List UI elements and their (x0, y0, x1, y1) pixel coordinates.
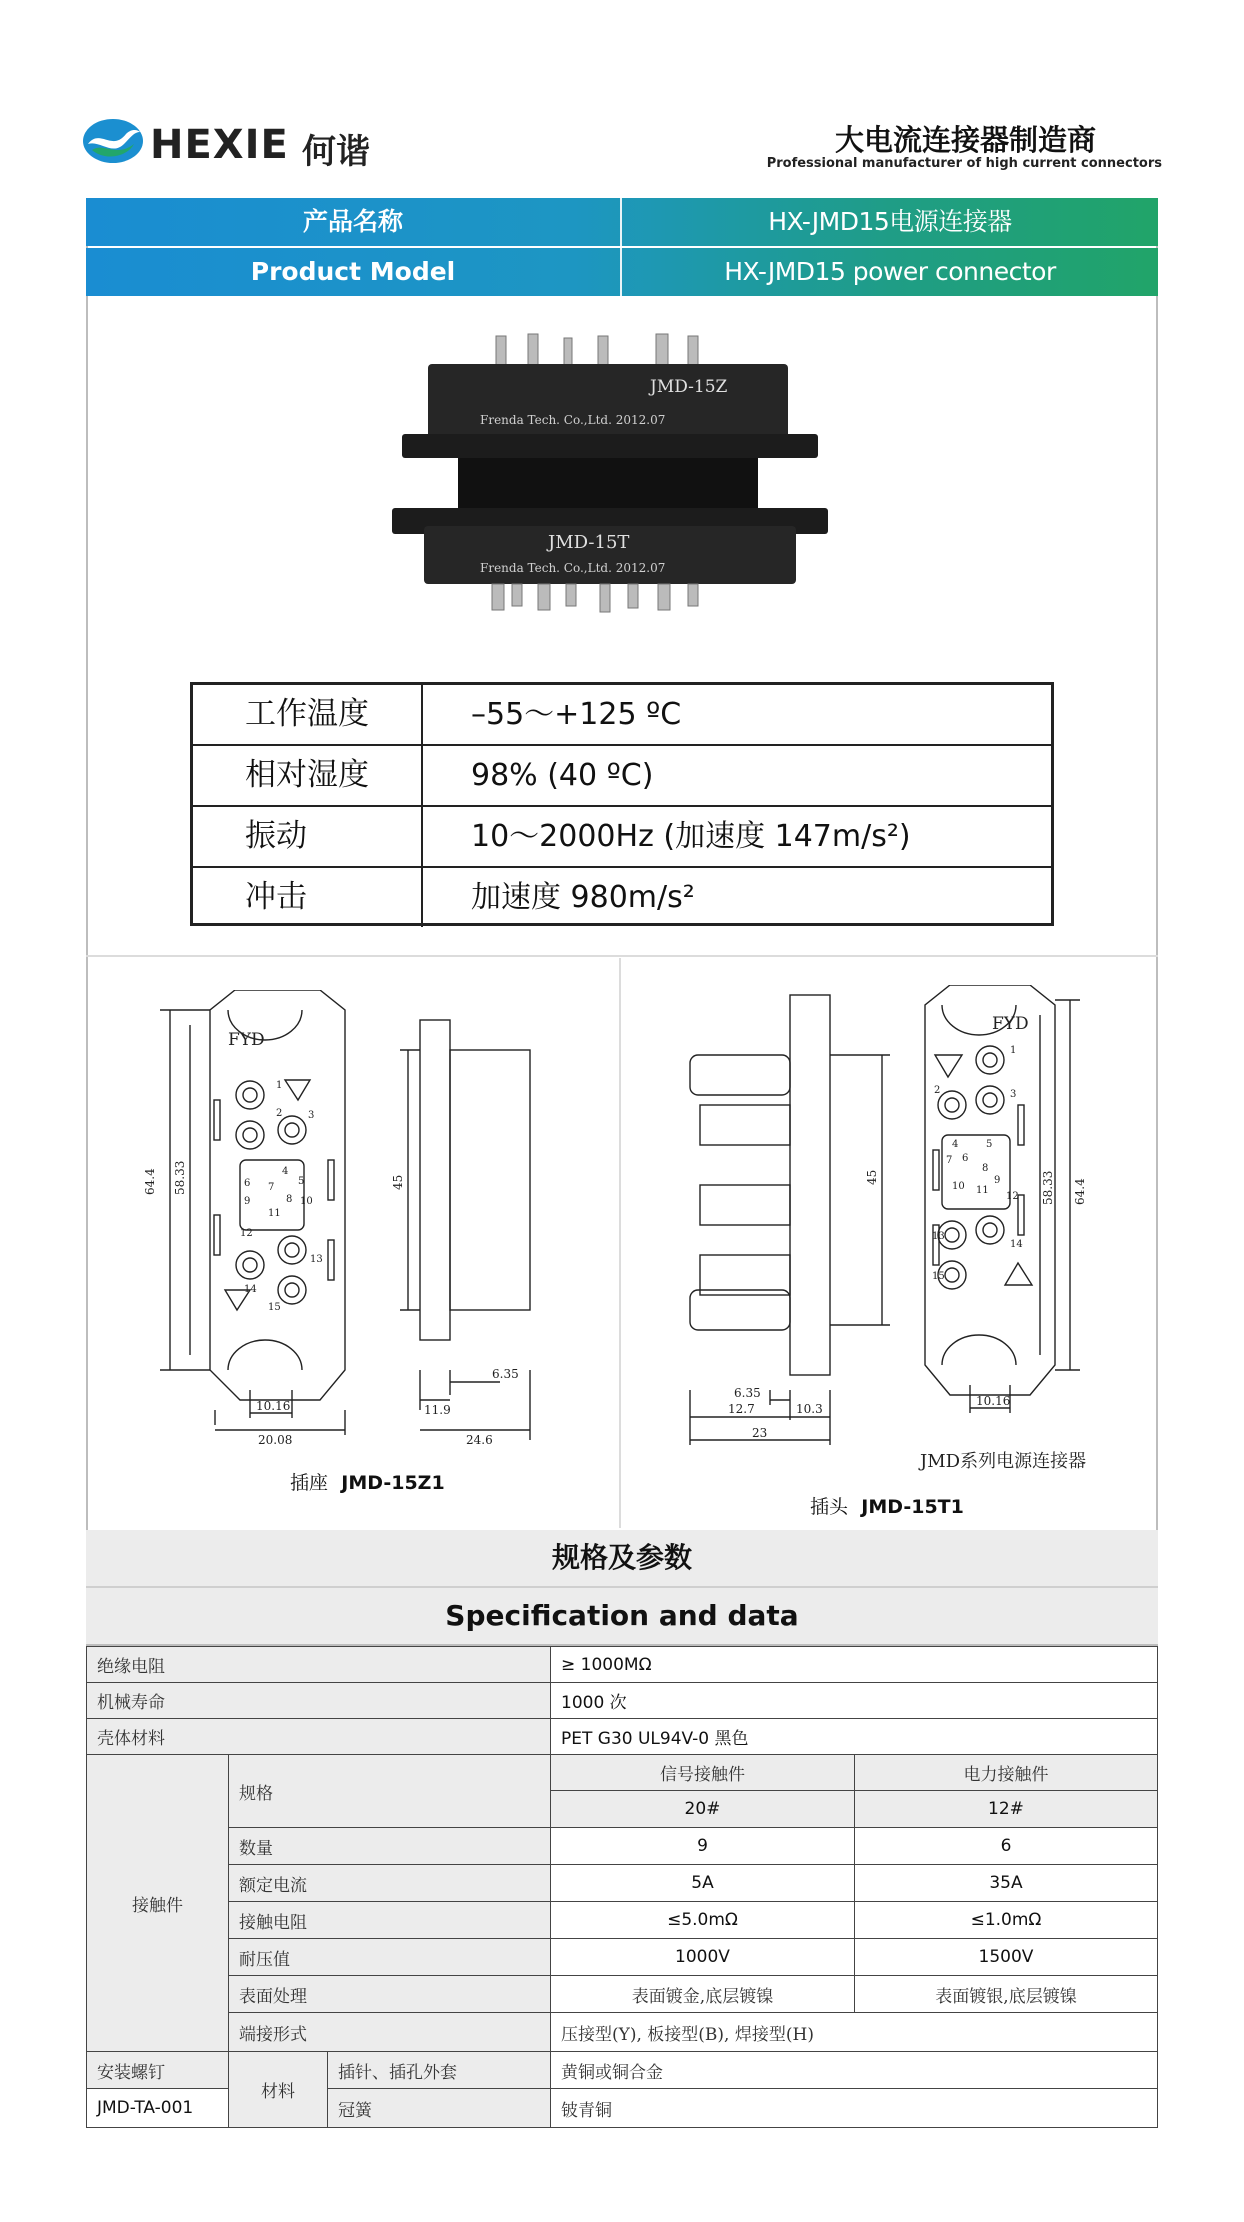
brand-name-cn: 何谐 (302, 132, 370, 172)
termination-value: 压接型(Y), 板接型(B), 焊接型(H) (550, 2012, 1158, 2052)
hexie-logo-icon (82, 118, 144, 164)
pin-label: 7 (946, 1155, 953, 1166)
pin-label: 3 (1010, 1089, 1017, 1100)
pin-label: 12 (240, 1228, 253, 1239)
power-value: 表面镀银,底层镀镍 (854, 1975, 1158, 2013)
brand-name: HEXIE (150, 122, 289, 168)
plug-drawing (670, 985, 1130, 1455)
product-model-label: Product Model (250, 257, 456, 286)
pin-label: 1 (1010, 1045, 1017, 1056)
plug-caption: 插头 JMD-15T1 (810, 1496, 964, 1518)
dim-label: 45 (391, 1174, 405, 1190)
product-photo (388, 330, 832, 615)
photo-lower-label: JMD-15T (548, 532, 630, 553)
socket-brand: FYD (228, 1030, 265, 1050)
sleeve-value: 黄铜或铜合金 (550, 2051, 1158, 2089)
product-model-row (86, 248, 1158, 296)
sleeve-label: 插针、插孔外套 (327, 2051, 551, 2089)
contact-label: 接触件 (86, 1754, 229, 2052)
screw-value: JMD-TA-001 (86, 2088, 229, 2128)
termination-label: 端接形式 (228, 2012, 551, 2052)
slogan-cn: 大电流连接器制造商 (834, 123, 1096, 157)
spec-value: PET G30 UL94V-0 黑色 (550, 1718, 1158, 1755)
power-value: 1500V (854, 1938, 1158, 1976)
pin-label: 3 (308, 1110, 315, 1121)
dim-label: 24.6 (466, 1433, 493, 1447)
pin-label: 6 (962, 1153, 969, 1164)
env-value: 加速度 980m/s² (471, 880, 695, 915)
pin-label: 13 (932, 1231, 945, 1242)
env-row (193, 744, 1051, 805)
spec-value: ≥ 1000MΩ (550, 1646, 1158, 1683)
spec-label: 绝缘电阻 (86, 1646, 551, 1683)
power-value: 6 (854, 1827, 1158, 1865)
env-row (193, 685, 1051, 744)
socket-caption: 插座 JMD-15Z1 (290, 1472, 445, 1494)
dim-label: 64.4 (1073, 1178, 1087, 1205)
env-row (193, 805, 1051, 866)
pin-label: 1 (276, 1080, 283, 1091)
dim-label: 58.33 (173, 1160, 187, 1195)
dim-label: 45 (865, 1169, 879, 1185)
series-note: JMD系列电源连接器 (920, 1451, 1087, 1472)
photo-upper-maker: Frenda Tech. Co.,Ltd. 2012.07 (480, 413, 666, 427)
spring-label: 冠簧 (327, 2088, 551, 2128)
dim-label: 6.35 (734, 1386, 761, 1400)
spec-label: 壳体材料 (86, 1718, 551, 1755)
signal-header: 信号接触件 (550, 1754, 855, 1791)
pin-label: 4 (282, 1166, 289, 1177)
pin-label: 15 (932, 1271, 945, 1282)
signal-size: 20# (550, 1790, 855, 1828)
dim-label: 20.08 (258, 1433, 293, 1447)
pin-label: 10 (300, 1196, 313, 1207)
dim-label: 64.4 (143, 1168, 157, 1195)
env-value: 10～2000Hz (加速度 147m/s²) (471, 819, 911, 854)
contact-row-label: 额定电流 (228, 1864, 551, 1902)
pin-label: 13 (310, 1254, 323, 1265)
env-label: 相对湿度 (193, 746, 423, 805)
product-name-value: HX-JMD15电源连接器 (768, 207, 1012, 236)
slogan-en: Professional manufacturer of high current connectors (766, 156, 1162, 171)
page-header (0, 0, 1244, 190)
dim-label: 10.16 (976, 1394, 1011, 1408)
pin-label: 9 (994, 1175, 1001, 1186)
product-name-row (86, 198, 1158, 246)
spec-table (86, 1646, 1158, 2128)
drawing-divider (619, 958, 621, 1528)
section-divider (86, 955, 1158, 957)
pin-label: 4 (952, 1139, 959, 1150)
dim-label: 58.33 (1041, 1170, 1055, 1205)
power-size: 12# (854, 1790, 1158, 1828)
env-value: –55～+125 ºC (471, 697, 682, 732)
pin-label: 11 (268, 1208, 281, 1219)
pin-label: 8 (982, 1163, 989, 1174)
material-label: 材料 (228, 2051, 328, 2128)
pin-label: 9 (244, 1196, 251, 1207)
pin-label: 12 (1006, 1191, 1019, 1202)
pin-label: 5 (298, 1176, 305, 1187)
signal-value: ≤5.0mΩ (550, 1901, 855, 1939)
spec-title-cn: 规格及参数 (86, 1530, 1158, 1588)
dim-label: 10.16 (256, 1399, 291, 1413)
photo-lower-maker: Frenda Tech. Co.,Ltd. 2012.07 (480, 561, 666, 575)
spec-label: 机械寿命 (86, 1682, 551, 1719)
power-header: 电力接触件 (854, 1754, 1158, 1791)
product-name-label: 产品名称 (302, 207, 403, 236)
signal-value: 1000V (550, 1938, 855, 1976)
contact-row-label: 表面处理 (228, 1975, 551, 2013)
dim-label: 23 (752, 1426, 768, 1440)
pin-label: 14 (1010, 1239, 1023, 1250)
photo-upper-label: JMD-15Z (650, 377, 728, 397)
env-label: 工作温度 (193, 685, 423, 744)
dim-label: 6.35 (492, 1367, 519, 1381)
spec-title-en: Specification and data (86, 1588, 1158, 1644)
screw-label: 安装螺钉 (86, 2051, 229, 2089)
pin-label: 14 (244, 1284, 257, 1295)
env-label: 冲击 (193, 868, 423, 927)
env-value: 98% (40 ºC) (471, 758, 654, 793)
product-model-value: HX-JMD15 power connector (724, 257, 1056, 286)
env-row (193, 866, 1051, 927)
env-label: 振动 (193, 807, 423, 866)
pin-label: 2 (276, 1108, 283, 1119)
dim-label: 11.9 (424, 1403, 451, 1417)
signal-value: 9 (550, 1827, 855, 1865)
signal-value: 5A (550, 1864, 855, 1902)
plug-brand: FYD (992, 1014, 1029, 1034)
environment-table (190, 682, 1054, 926)
pin-label: 5 (986, 1139, 993, 1150)
contact-row-label: 耐压值 (228, 1938, 551, 1976)
contact-row-label: 接触电阻 (228, 1901, 551, 1939)
power-value: ≤1.0mΩ (854, 1901, 1158, 1939)
dim-label: 10.3 (796, 1402, 823, 1416)
pin-label: 6 (244, 1178, 251, 1189)
pin-label: 2 (934, 1085, 941, 1096)
dim-label: 12.7 (728, 1402, 755, 1416)
socket-drawing (140, 990, 580, 1460)
spring-value: 铍青铜 (550, 2088, 1158, 2128)
pin-label: 7 (268, 1182, 275, 1193)
signal-value: 表面镀金,底层镀镍 (550, 1975, 855, 2013)
pin-label: 10 (952, 1181, 965, 1192)
contact-row-label: 数量 (228, 1827, 551, 1865)
spec-size-label: 规格 (228, 1754, 551, 1828)
pin-label: 15 (268, 1302, 281, 1313)
spec-value: 1000 次 (550, 1682, 1158, 1719)
pin-label: 11 (976, 1185, 989, 1196)
pin-label: 8 (286, 1194, 293, 1205)
power-value: 35A (854, 1864, 1158, 1902)
